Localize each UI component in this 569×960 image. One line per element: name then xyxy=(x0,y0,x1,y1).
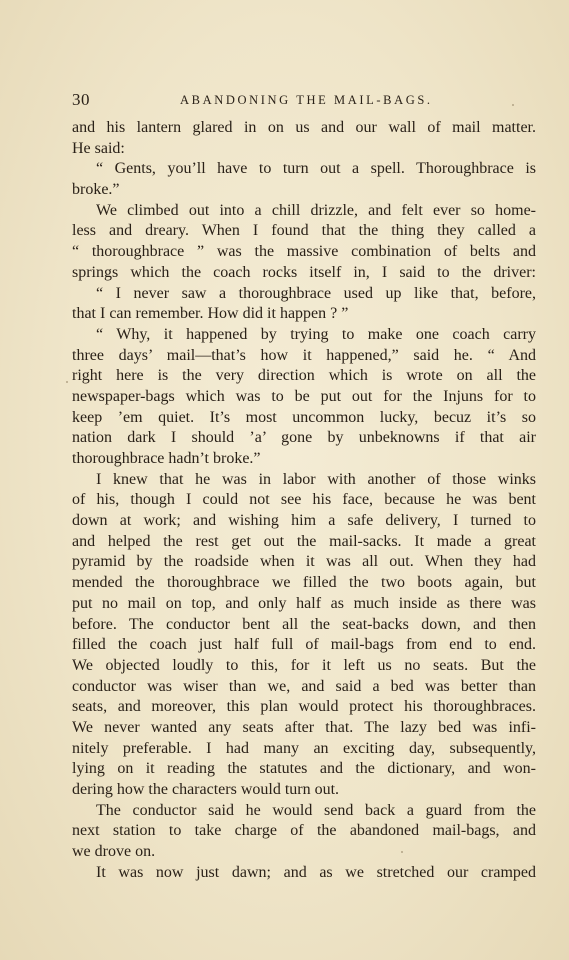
text-line: springs which the coach rocks itself in, I said to the driver: xyxy=(72,263,536,281)
text-line: nitely preferable. I had many an exciting day, subsequently, xyxy=(72,739,536,757)
text-line: right here is the very direction which is wrote on all the xyxy=(72,367,536,385)
text-line: seats, and moreover, this plan would protect his thoroughbraces. xyxy=(72,698,536,716)
text-line: lying on it reading the statutes and the dictionary, and won- xyxy=(72,760,536,778)
running-head: ABANDONING THE MAIL-BAGS. xyxy=(180,93,433,107)
text-line: dering how the characters would turn out. xyxy=(72,781,340,798)
text-line: We climbed out into a chill drizzle, and felt ever so home- xyxy=(96,201,536,219)
text-line: We objected loudly to this, for it left us no seats. But the xyxy=(72,656,536,674)
text-line: pyramid by the roadside when it was all out. When they had xyxy=(72,553,536,571)
paper-speck xyxy=(512,104,514,106)
text-line: keep ’em quiet. It’s most uncommon lucky, becuz it’s so xyxy=(72,408,536,426)
page-header xyxy=(72,90,536,110)
text-line: down at work; and wishing him a safe delivery, I turned to xyxy=(72,512,536,530)
page-number: 30 xyxy=(72,90,90,109)
text-line: filled the coach just half full of mail-bags from end to end. xyxy=(72,636,536,654)
text-line: It was now just dawn; and as we stretched our cramped xyxy=(96,863,536,881)
text-line: “ Why, it happened by trying to make one coach carry xyxy=(96,325,536,343)
text-line: “ thoroughbrace ” was the massive combination of belts and xyxy=(72,243,536,261)
text-line: broke.” xyxy=(72,181,120,199)
text-line: that I can remember. How did it happen ? ” xyxy=(72,305,349,323)
text-line: three days’ mail—that’s how it happened,” said he. “ And xyxy=(72,346,536,364)
text-line: I knew that he was in labor with another of those winks xyxy=(96,470,536,488)
text-line: “ Gents, you’ll have to turn out a spell. Thoroughbrace is xyxy=(96,160,536,178)
text-line: we drove on. xyxy=(72,843,156,861)
body-text xyxy=(72,118,536,883)
text-line: We never wanted any seats after that. The lazy bed was infi- xyxy=(72,718,536,736)
text-line: nation dark I should ’a’ gone by unbeknowns if that air xyxy=(72,429,536,447)
text-line: next station to take charge of the abandoned mail-bags, and xyxy=(72,822,536,840)
text-line: of his, though I could not see his face, because he was bent xyxy=(72,491,536,509)
text-line: mended the thoroughbrace we filled the two boots again, but xyxy=(72,574,536,592)
text-line: “ I never saw a thoroughbrace used up like that, before, xyxy=(96,284,536,302)
text-line: conductor was wiser than we, and said a bed was better than xyxy=(72,677,536,695)
text-line: before. The conductor bent all the seat-backs down, and then xyxy=(72,615,536,633)
paper-speck xyxy=(66,381,68,383)
text-line: The conductor said he would send back a guard from the xyxy=(96,801,536,819)
text-line: less and dreary. When I found that the thing they called a xyxy=(72,222,536,240)
paper-speck xyxy=(401,851,403,853)
text-line: newspaper-bags which was to be put out for the Injuns for to xyxy=(72,387,536,405)
text-line: He said: xyxy=(72,139,125,157)
text-line: put no mail on top, and only half as much inside as there was xyxy=(72,594,536,612)
text-line: thoroughbrace hadn’t broke.” xyxy=(72,450,261,467)
text-line: and his lantern glared in on us and our wall of mail matter. xyxy=(72,119,536,136)
text-line: and helped the rest get out the mail-sacks. It made a great xyxy=(72,532,536,550)
